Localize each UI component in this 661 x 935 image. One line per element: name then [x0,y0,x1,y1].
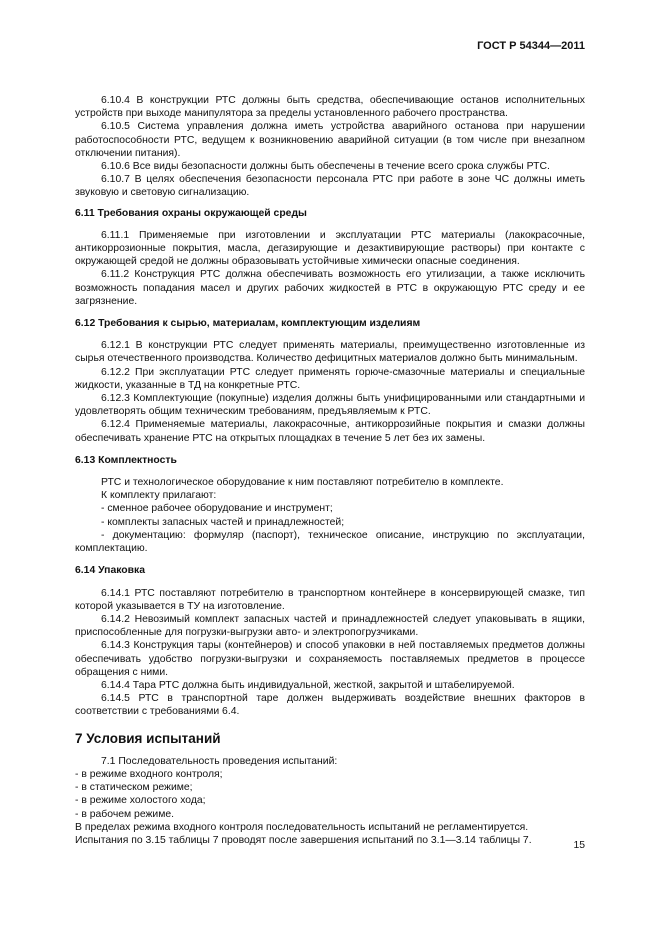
document-code: ГОСТ Р 54344—2011 [477,40,585,52]
paragraph-7-1: 7.1 Последовательность проведения испытаний: [101,755,338,767]
heading-section-7: 7 Условия испытаний [75,730,221,746]
list-item: - сменное рабочее оборудование и инструмент; [101,503,333,515]
paragraph-6-13-1: РТС и технологическое оборудование к ним поставляют потребителю в комплекте. [101,477,504,489]
paragraph-6-14-3: 6.14.3 Конструкция тары (контейнеров) и способ упаковки в ней поставляемых предметов должны обеспечивать удобство погрузки-выгрузки и сохраняемость поставляемых предметов в процессе обращения с ними. [75,640,585,678]
paragraph-6-10-5: 6.10.5 Система управления должна иметь устройства аварийного останова при нарушении работоспособности РТС, ведущем к возникновению аварийной ситуации (в том числе при внезапном отключении питания). [75,121,585,159]
paragraph-6-10-6: 6.10.6 Все виды безопасности должны быть обеспечены в течение всего срока службы РТС. [101,161,550,173]
heading-6-13: 6.13 Комплектность [75,454,177,466]
paragraph-6-13-2: К комплекту прилагают: [101,490,217,502]
paragraph-6-14-5: 6.14.5 РТС в транспортной таре должен выдерживать воздействие внешних факторов в соответствии с требованиями 6.4. [75,693,585,718]
paragraph-6-10-7: 6.10.7 В целях обеспечения безопасности персонала РТС при работе в зоне ЧС должны иметь звуковую и световую сигнализацию. [75,174,585,199]
paragraph-6-12-3: 6.12.3 Комплектующие (покупные) изделия должны быть унифицированными или стандартными и удовлетворять общим техническим требованиям, предъявляемым к РТС. [75,393,585,418]
paragraph-6-12-2: 6.12.2 При эксплуатации РТС следует применять горюче-смазочные материалы и специальные жидкости, указанные в ТД на конкретные РТС. [75,366,585,391]
paragraph-7-1-tests: Испытания по 3.15 таблицы 7 проводят после завершения испытаний по 3.1—3.14 таблицы 7. [75,834,532,846]
list-item: - в рабочем режиме. [75,808,175,820]
paragraph-6-10-4: 6.10.4 В конструкции РТС должны быть средства, обеспечивающие останов исполнительных устройств при выходе манипулятора за пределы установленного рабочего пространства. [75,95,585,120]
paragraph-6-11-1: 6.11.1 Применяемые при изготовлении и эксплуатации РТС материалы (лакокрасочные, антикоррозионные покрытия, масла, дегазирующие и дезактивирующие растворы) при контакте с окружающей средой не должны образовывать устойчивые химически опасные соединения. [75,229,585,268]
heading-6-12: 6.12 Требования к сырью, материалам, комплектующим изделиям [75,318,421,330]
paragraph-6-12-1: 6.12.1 В конструкции РТС следует применять материалы, преимущественно изготовленные из сырья отечественного производства. Количество дефицитных материалов должно быть минимальным. [75,340,585,365]
paragraph-6-14-1: 6.14.1 РТС поставляют потребителю в транспортном контейнере в консервирующей смазке, тип которой указывается в ТУ на изготовление. [75,587,585,612]
list-item: - документацию: формуляр (паспорт), техническое описание, инструкцию по эксплуатации, комплектацию. [75,529,585,555]
list-item: - в режиме входного контроля; [75,768,223,780]
list-item: - в режиме холостого хода; [75,795,206,807]
paragraph-7-1-note: В пределах режима входного контроля последовательность испытаний не регламентируется. [75,821,529,833]
paragraph-6-11-2: 6.11.2 Конструкция РТС должна обеспечивать возможность его утилизации, а также исключить возможность попадания масел и других рабочих жидкостей в РТС в окружающую РТС среду и ее загрязнение. [75,269,585,307]
paragraph-6-14-4: 6.14.4 Тара РТС должна быть индивидуальной, жесткой, закрытой и штабелируемой. [101,679,515,691]
list-item: - комплекты запасных частей и принадлежностей; [101,516,345,528]
page-content [75,94,585,847]
page-number: 15 [573,840,585,851]
heading-6-14: 6.14 Упаковка [75,565,146,577]
heading-6-11: 6.11 Требования охраны окружающей среды [75,207,307,219]
paragraph-6-14-2: 6.14.2 Невозимый комплект запасных частей и принадлежностей следует упаковывать в ящики, приспособленные для погрузки-выгрузки авто- и электропогрузчиками. [75,613,585,639]
list-item: - в статическом режиме; [75,782,193,794]
paragraph-6-12-4: 6.12.4 Применяемые материалы, лакокрасочные, антикоррозийные покрытия и смазки должны обеспечивать хранение РТС на открытых площадках в течение 5 лет без их замены. [75,419,585,444]
